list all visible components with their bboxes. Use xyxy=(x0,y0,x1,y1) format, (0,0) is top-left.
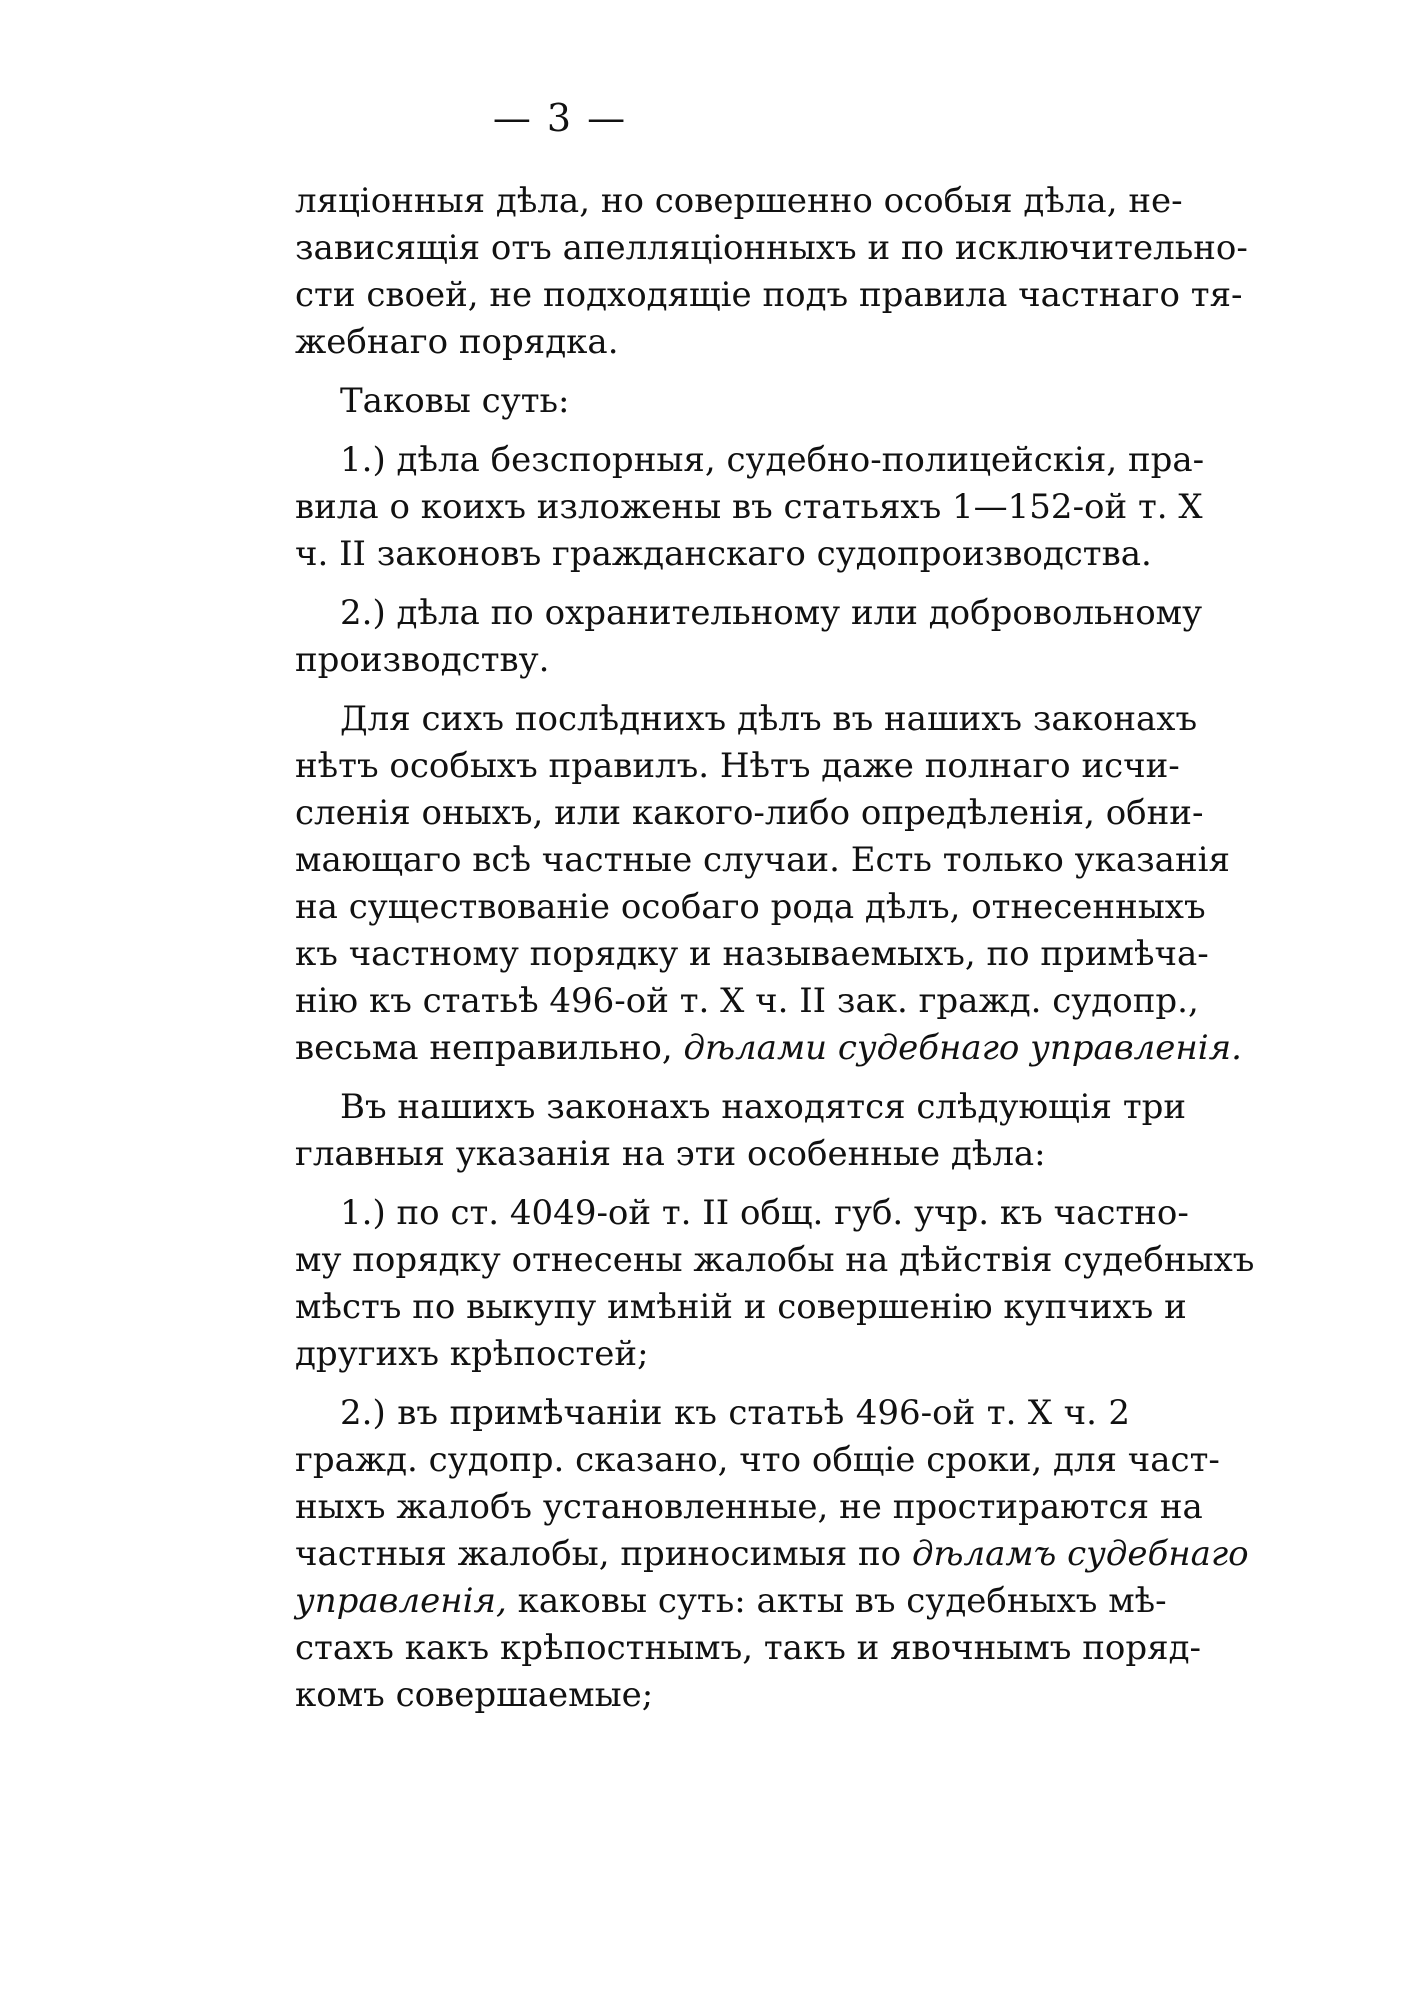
text-line: стахъ какъ крѣпостнымъ, такъ и явочнымъ поряд- xyxy=(295,1628,1202,1668)
body-text xyxy=(295,178,1255,1719)
text-line: на существованіе особаго рода дѣлъ, отнесенныхъ xyxy=(295,887,1206,927)
text-line: зависящія отъ апелляціонныхъ и по исключительно- xyxy=(295,228,1248,268)
text-line: нѣтъ особыхъ правилъ. Нѣтъ даже полнаго исчи- xyxy=(295,746,1180,786)
text-line: жебнаго порядка. xyxy=(295,322,619,362)
text-segment: частныя жалобы, приносимыя по xyxy=(295,1534,902,1574)
text-line: Въ нашихъ законахъ находятся слѣдующія три xyxy=(340,1087,1187,1127)
italic-term: управленія, xyxy=(295,1581,507,1621)
text-line: мающаго всѣ частные случаи. Есть только указанія xyxy=(295,840,1230,880)
text-line: ляціонныя дѣла, но совершенно особыя дѣла, не- xyxy=(295,181,1183,221)
text-line xyxy=(295,1025,1242,1072)
text-line: главныя указанія на эти особенные дѣла: xyxy=(295,1134,1046,1174)
text-line: му порядку отнесены жалобы на дѣйствія судебныхъ xyxy=(295,1240,1255,1280)
text-line: 2.) дѣла по охранительному или добровольному xyxy=(340,593,1203,633)
text-line: комъ совершаемые; xyxy=(295,1675,654,1715)
italic-term: дѣламъ судебнаго xyxy=(911,1534,1249,1574)
text-line xyxy=(295,1531,1249,1578)
text-line: сти своей, не подходящіе подъ правила частнаго тя- xyxy=(295,275,1243,315)
text-line: вила о коихъ изложены въ статьяхъ 1—152-ой т. X xyxy=(295,487,1203,527)
page-number: — 3 — xyxy=(492,96,628,140)
text-line: 2.) въ примѣчаніи къ статьѣ 496-ой т. X ч. 2 xyxy=(340,1393,1130,1433)
text-line xyxy=(295,1578,1167,1625)
text-line: гражд. судопр. сказано, что общіе сроки, для част- xyxy=(295,1440,1220,1480)
text-line: ч. II законовъ гражданскаго судопроизводства. xyxy=(295,534,1152,574)
text-line: Для сихъ послѣднихъ дѣлъ въ нашихъ законахъ xyxy=(340,699,1198,739)
text-segment: каковы суть: акты въ судебныхъ мѣ- xyxy=(517,1581,1167,1621)
text-line: мѣстъ по выкупу имѣній и совершенію купчихъ и xyxy=(295,1287,1187,1327)
text-line: къ частному порядку и называемыхъ, по примѣча- xyxy=(295,934,1209,974)
text-line: другихъ крѣпостей; xyxy=(295,1334,649,1374)
text-segment: весьма неправильно, xyxy=(295,1028,673,1068)
italic-term: дѣлами судебнаго управленія. xyxy=(683,1028,1242,1068)
text-line: сленія оныхъ, или какого-либо опредѣленія, обни- xyxy=(295,793,1204,833)
text-line: нію къ статьѣ 496-ой т. X ч. II зак. гражд. судопр., xyxy=(295,981,1199,1021)
text-line: ныхъ жалобъ установленные, не простираются на xyxy=(295,1487,1203,1527)
text-line: 1.) дѣла безспорныя, судебно-полицейскія, пра- xyxy=(340,440,1205,480)
text-line: Таковы суть: xyxy=(340,381,570,421)
text-line: 1.) по ст. 4049-ой т. II общ. губ. учр. къ частно- xyxy=(340,1193,1189,1233)
text-line: производству. xyxy=(295,640,550,680)
